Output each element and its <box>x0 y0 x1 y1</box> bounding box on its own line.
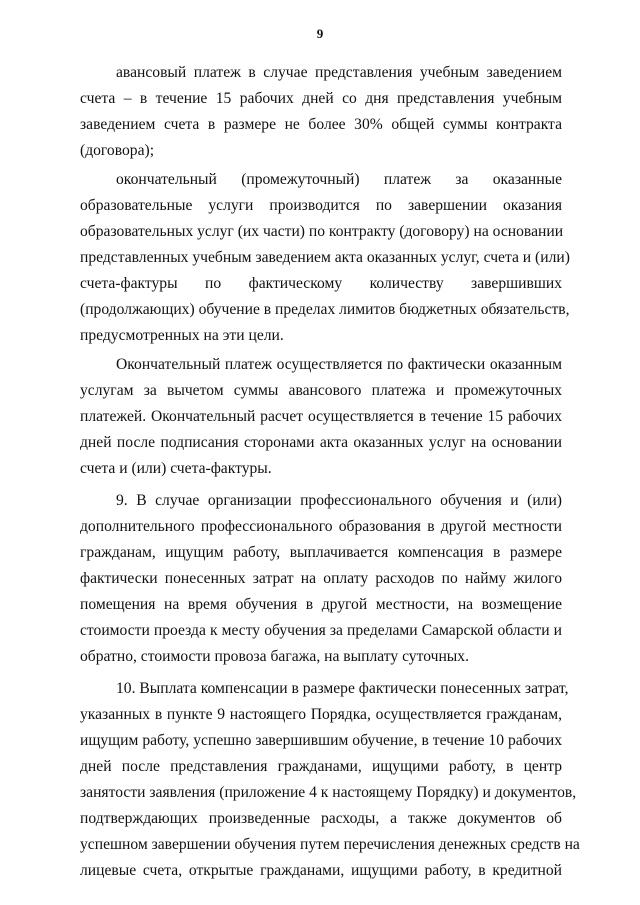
text-line: авансовый платеж в случае представления учебным заведением <box>116 64 562 81</box>
text-line: обратно, стоимости провоза багажа, на выплату суточных. <box>80 648 469 665</box>
paragraph-item-9 <box>80 488 562 670</box>
text-line: образовательных услуг (их части) по контракту (договору) на основании <box>80 223 564 240</box>
text-line: дней после подписания сторонами акта оказанных услуг на основании <box>80 434 562 451</box>
text-line: гражданам, ищущим работу, выплачивается компенсация в размере <box>80 544 562 561</box>
text-line: заведением счета в размере не более 30% общей суммы контракта <box>80 116 562 133</box>
text-line: представленных учебным заведением акта оказанных услуг, счета и (или) <box>80 249 570 266</box>
text-line: 10. Выплата компенсации в размере фактически понесенных затрат, <box>116 680 569 697</box>
text-line: стоимости проезда к месту обучения за пределами Самарской области и <box>80 622 562 639</box>
text-line: (продолжающих) обучение в пределах лимитов бюджетных обязательств, <box>80 301 570 318</box>
text-line: платежей. Окончательный расчет осуществляется в течение 15 рабочих <box>80 408 562 425</box>
text-line: счета и (или) счета-фактуры. <box>80 460 272 477</box>
text-line: подтверждающих произведенные расходы, а также документов об <box>80 810 562 827</box>
text-line: помещения на время обучения в другой местности, на возмещение <box>80 596 562 613</box>
text-line: успешном завершении обучения путем перечисления денежных средств на <box>80 836 580 853</box>
text-line: (договора); <box>80 142 155 159</box>
text-line: Окончательный платеж осуществляется по фактически оказанным <box>116 356 562 373</box>
text-line: указанных в пункте 9 настоящего Порядка, осуществляется гражданам, <box>80 706 562 723</box>
text-line: дополнительного профессионального образования в другой местности <box>80 518 562 535</box>
text-line: 9. В случае организации профессионального обучения и (или) <box>116 492 562 509</box>
text-line: занятости заявления (приложение 4 к настоящему Порядку) и документов, <box>80 784 577 801</box>
paragraph-final-settlement <box>80 352 562 482</box>
text-line: фактически понесенных затрат на оплату расходов по найму жилого <box>80 570 562 587</box>
text-line: образовательные услуги производится по завершении оказания <box>80 197 562 214</box>
text-line: окончательный (промежуточный) платеж за оказанные <box>116 171 562 188</box>
text-line: счета-фактуры по фактическому количеству завершивших <box>80 275 562 292</box>
paragraph-advance-payment <box>80 60 562 164</box>
text-line: предусмотренных на эти цели. <box>80 327 284 344</box>
text-line: дней после представления гражданами, ищущими работу, в центр <box>80 758 562 775</box>
text-line: услугам за вычетом суммы авансового платежа и промежуточных <box>80 382 562 399</box>
document-body <box>80 60 580 884</box>
text-line: ищущим работу, успешно завершившим обучение, в течение 10 рабочих <box>80 732 562 749</box>
page-number: 9 <box>316 26 324 41</box>
paragraph-item-10 <box>80 676 580 884</box>
text-line: лицевые счета, открытые гражданами, ищущими работу, в кредитной <box>80 862 562 879</box>
paragraph-final-payment-terms <box>80 167 570 349</box>
text-line: счета – в течение 15 рабочих дней со дня представления учебным <box>80 90 562 107</box>
